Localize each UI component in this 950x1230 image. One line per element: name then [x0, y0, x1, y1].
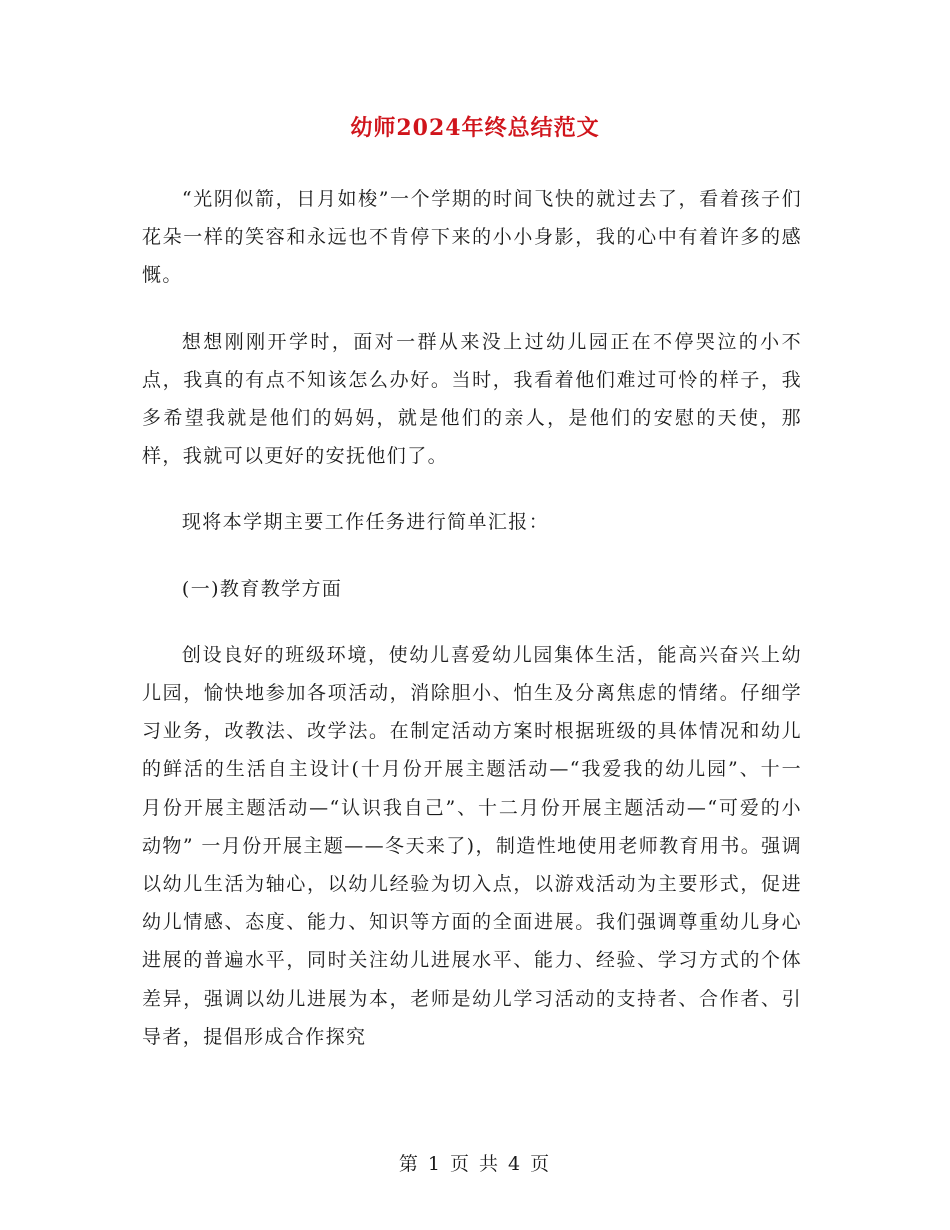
paragraph-teaching-details: 创设良好的班级环境，使幼儿喜爱幼儿园集体生活，能高兴奋兴上幼儿园，愉快地参加各项活动，消除胆小、怕生及分离焦虑的情绪。仔细学习业务，改教法、改学法。在制定活动方案时根据班级的具体情况和幼儿的鲜活的生活自主设计(十月份开展主题活动—“我爱我的幼儿园”、十一月份开展主题活动—“认识我自己”、十二月份开展主题活动—“可爱的小动物” 一月份开展主题——冬天来了)，制造性地使用老师教育用书。强调以幼儿生活为轴心，以幼儿经验为切入点，以游戏活动为主要形式，促进幼儿情感、态度、能力、知识等方面的全面进展。我们强调尊重幼儿身心进展的普遍水平，同时关注幼儿进展水平、能力、经验、学习方式的个体差异，强调以幼儿进展为本，老师是幼儿学习活动的支持者、合作者、引导者，提倡形成合作探究 — [142, 643, 802, 1048]
page-number-footer: 第 1 页 共 4 页 — [398, 1153, 552, 1175]
document-body — [142, 180, 802, 1056]
paragraph-report-intro: 现将本学期主要工作任务进行简单汇报： — [181, 511, 550, 534]
paragraph-intro: “光阴似箭，日月如梭”一个学期的时间飞快的就过去了，看着孩子们花朵一样的笑容和永远也不肯停下来的小小身影，我的心中有着许多的感慨。 — [142, 188, 802, 287]
section-heading-teaching: (一)教育教学方面 — [181, 577, 343, 600]
paragraph-start-of-term: 想想刚刚开学时，面对一群从来没上过幼儿园正在不停哭泣的小不点，我真的有点不知该怎么办好。当时，我看着他们难过可怜的样子，我多希望我就是他们的妈妈，就是他们的亲人，是他们的安慰的天使，那样，我就可以更好的安抚他们了。 — [142, 330, 802, 468]
page-title: 幼师2024年终总结范文 — [350, 115, 600, 141]
